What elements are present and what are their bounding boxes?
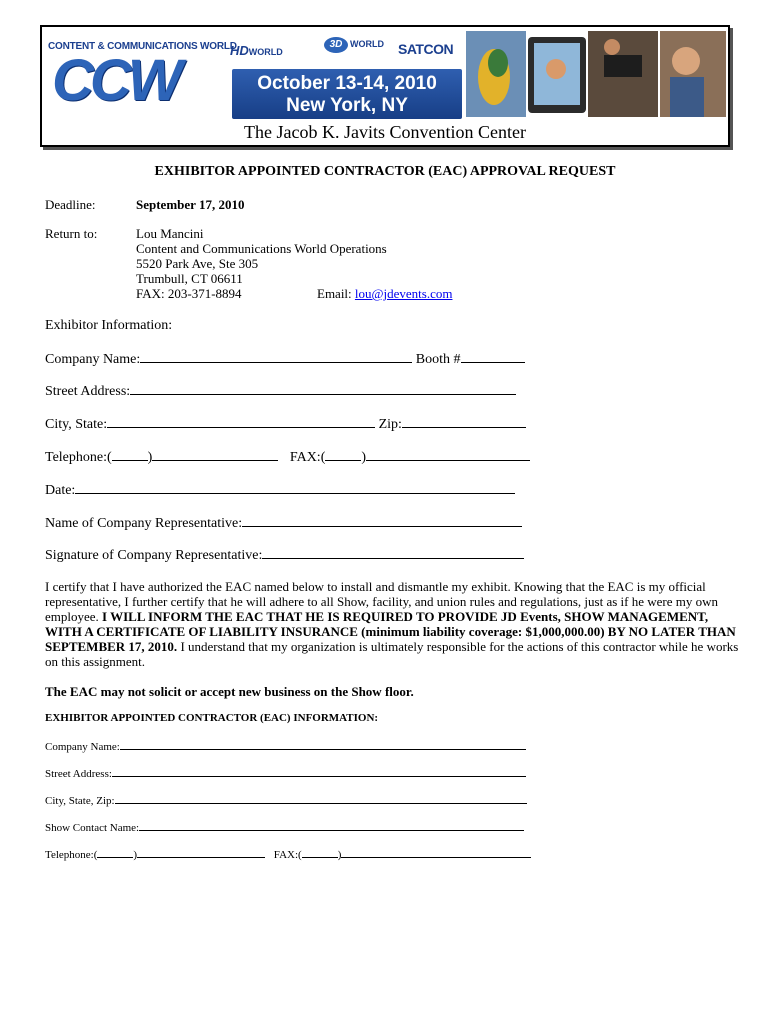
eac-fax-paren-close: ) bbox=[337, 849, 342, 861]
telephone-number-field[interactable] bbox=[152, 448, 278, 461]
eac-city-state-zip-label: City, State, Zip: bbox=[45, 795, 115, 807]
company-name-field[interactable] bbox=[140, 350, 412, 363]
zip-field[interactable] bbox=[402, 415, 526, 428]
return-street: 5520 Park Ave, Ste 305 bbox=[136, 256, 259, 271]
eac-phone-row bbox=[45, 847, 531, 862]
rep-name-label: Name of Company Representative: bbox=[45, 516, 243, 531]
camera-shape bbox=[604, 55, 642, 77]
threed-world-suffix: WORLD bbox=[350, 39, 384, 49]
city-state-label: City, State: bbox=[45, 417, 108, 432]
certification-line-4: WITH A CERTIFICATE OF LIABILITY INSURANCE (minimum liability coverage: $1,000,000.00) BY NO LATER THAN bbox=[45, 624, 736, 639]
email-link[interactable]: lou@jdevents.com bbox=[354, 286, 453, 301]
email-label: Email: bbox=[317, 286, 355, 301]
exhibitor-city-row bbox=[45, 415, 526, 433]
eac-show-contact-field[interactable] bbox=[139, 820, 524, 831]
company-name-label: Company Name: bbox=[45, 352, 141, 367]
form-title: EXHIBITOR APPOINTED CONTRACTOR (EAC) APPROVAL REQUEST bbox=[154, 164, 616, 179]
eac-city-state-zip-field[interactable] bbox=[115, 793, 527, 804]
return-to-label: Return to: bbox=[45, 226, 98, 241]
rep-signature-label: Signature of Company Representative: bbox=[45, 548, 263, 563]
eac-street-address-field[interactable] bbox=[112, 766, 526, 777]
certification-line-5-bold: SEPTEMBER 17, 2010. bbox=[45, 639, 178, 654]
eac-telephone-number-field[interactable] bbox=[137, 847, 265, 858]
deadline-value: September 17, 2010 bbox=[136, 197, 245, 212]
certification-line-3-bold: I WILL INFORM THE EAC THAT HE IS REQUIRED TO PROVIDE JD Events, SHOW MANAGEMENT, bbox=[102, 609, 709, 624]
deadline-label: Deadline: bbox=[45, 197, 96, 212]
date-label: Date: bbox=[45, 483, 76, 498]
return-name: Lou Mancini bbox=[136, 226, 204, 241]
eac-fax-area-code-field[interactable] bbox=[302, 847, 338, 858]
street-address-field[interactable] bbox=[130, 382, 516, 395]
eac-section-title: EXHIBITOR APPOINTED CONTRACTOR (EAC) INFORMATION: bbox=[45, 712, 379, 724]
exhibitor-company-row bbox=[45, 350, 525, 368]
certification-line-3-plain: employee. bbox=[45, 609, 103, 624]
phone-screen-figure bbox=[546, 59, 566, 79]
hd-world-logo bbox=[230, 43, 283, 58]
booth-label: Booth # bbox=[412, 352, 461, 367]
return-city: Trumbull, CT 06611 bbox=[136, 271, 243, 286]
eac-fax-number-field[interactable] bbox=[341, 847, 531, 858]
telephone-paren-close: ) bbox=[147, 450, 153, 465]
fax-label: FAX:( bbox=[286, 450, 326, 465]
return-email bbox=[317, 286, 452, 301]
street-address-label: Street Address: bbox=[45, 384, 131, 399]
return-organization: Content and Communications World Operations bbox=[136, 241, 387, 256]
eac-city-row bbox=[45, 793, 527, 808]
exhibitor-phone-row bbox=[45, 448, 530, 466]
hd-world-suffix: WORLD bbox=[248, 47, 283, 57]
rep-name-field[interactable] bbox=[242, 514, 522, 527]
venue-title: The Jacob K. Javits Convention Center bbox=[244, 122, 526, 142]
parrot-wing-shape bbox=[488, 49, 508, 77]
eac-street-address-label: Street Address: bbox=[45, 768, 112, 780]
eac-telephone-area-code-field[interactable] bbox=[97, 847, 133, 858]
ccw-logo: CCW bbox=[52, 48, 179, 113]
fax-area-code-field[interactable] bbox=[325, 448, 361, 461]
rep-signature-field[interactable] bbox=[262, 546, 524, 559]
event-banner bbox=[40, 25, 730, 147]
satcon-logo: SATCON bbox=[398, 41, 454, 57]
eac-company-name-label: Company Name: bbox=[45, 741, 120, 753]
eac-company-row bbox=[45, 739, 526, 754]
person-body-shape bbox=[670, 77, 704, 117]
exhibitor-date-row bbox=[45, 481, 515, 499]
fax-paren-close: ) bbox=[361, 450, 367, 465]
event-dates: October 13-14, 2010 bbox=[257, 73, 437, 94]
eac-show-contact-label: Show Contact Name: bbox=[45, 822, 140, 834]
eac-telephone-paren-close: ) bbox=[133, 849, 138, 861]
fax-number-field[interactable] bbox=[366, 448, 530, 461]
exhibitor-section-title: Exhibitor Information: bbox=[45, 318, 173, 333]
certification-line-6: on this assignment. bbox=[45, 654, 146, 669]
date-field[interactable] bbox=[75, 481, 515, 494]
exhibitor-rep-signature-row bbox=[45, 546, 524, 564]
cameraman-head-shape bbox=[604, 39, 620, 55]
photo-collage-image bbox=[464, 27, 728, 121]
banner-photo-collage bbox=[464, 27, 728, 121]
threed-world-mark: 3D bbox=[324, 37, 348, 53]
certification-line-1: I certify that I have authorized the EAC named below to install and dismantle my exhibit. Knowing that the EAC is my official bbox=[45, 579, 706, 594]
banner-artwork bbox=[42, 27, 728, 121]
brand-text: CONTENT & COMMUNICATIONS WORLD bbox=[48, 41, 237, 52]
person-head-shape bbox=[672, 47, 700, 75]
city-state-field[interactable] bbox=[107, 415, 375, 428]
threed-world-logo bbox=[324, 37, 384, 53]
solicit-note: The EAC may not solicit or accept new business on the Show floor. bbox=[45, 684, 414, 699]
booth-number-field[interactable] bbox=[461, 350, 525, 363]
return-fax: FAX: 203-371-8894 bbox=[136, 286, 242, 301]
certification-line-5 bbox=[45, 639, 738, 654]
telephone-label: Telephone:( bbox=[45, 450, 112, 465]
certification-line-3 bbox=[45, 609, 708, 624]
certification-line-5-plain: I understand that my organization is ultimately responsible for the actions of this contractor while he works bbox=[177, 639, 739, 654]
exhibitor-street-row bbox=[45, 382, 516, 400]
event-location: New York, NY bbox=[286, 95, 408, 116]
eac-company-name-field[interactable] bbox=[120, 739, 526, 750]
eac-fax-label: FAX:( bbox=[271, 849, 302, 861]
eac-street-row bbox=[45, 766, 526, 781]
eac-telephone-label: Telephone:( bbox=[45, 849, 98, 861]
telephone-area-code-field[interactable] bbox=[112, 448, 148, 461]
certification-line-2: representative, I further certify that he will adhere to all Show, facility, and union rules and regulations, just as if he were my own bbox=[45, 594, 719, 609]
hd-world-mark: HD bbox=[230, 43, 249, 58]
event-date-box bbox=[232, 69, 462, 119]
exhibitor-rep-name-row bbox=[45, 514, 522, 532]
zip-label: Zip: bbox=[375, 417, 402, 432]
eac-contact-row bbox=[45, 820, 524, 835]
